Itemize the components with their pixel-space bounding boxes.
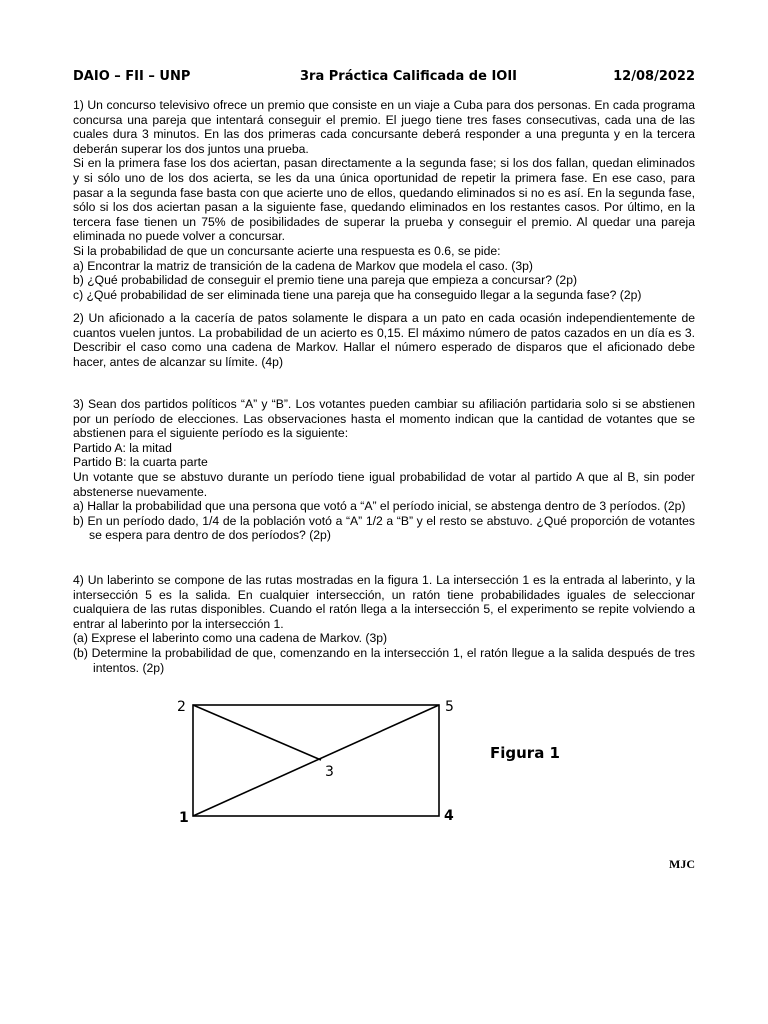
exam-page — [73, 0, 695, 1024]
question-2-text: 2) Un aficionado a la cacería de patos solamente le dispara a un pato en cada ocasión independientemente de cuantos vuelen juntos. La probabilidad de un acierto es 0,15. El máximo número de patos cazados en un día es 3. Describir el caso como una cadena de Markov. Hallar el número esperado de disparos que el aficionado debe hacer, antes de alcanzar su límite. (4p) — [73, 311, 695, 369]
question-1-part-a: a) Encontrar la matriz de transición de la cadena de Markov que modela el caso. (3p) — [73, 258, 533, 273]
question-1-part-b: b) ¿Qué probabilidad de conseguir el premio tiene una pareja que empieza a concursar? (2p) — [73, 273, 578, 288]
question-3-part-b: b) En un período dado, 1/4 de la población votó a “A” 1/2 a “B” y el resto se abstuvo. ¿Qué proporción de votantes se espera para dentro de dos períodos? (2p) — [73, 513, 695, 543]
course-label: DAIO – FII – UNP — [73, 69, 191, 84]
exam-date: 12/08/2022 — [613, 69, 695, 84]
node-5-label: 5 — [445, 699, 454, 715]
question-4 — [73, 573, 695, 675]
question-4-intro: 4) Un laberinto se compone de las rutas mostradas en la figura 1. La intersección 1 es la entrada al laberinto, y la intersección 5 es la salida. En cualquier intersección, un ratón tiene probabilidades iguales de seleccionar cualquiera de las rutas disponibles. Cuando el ratón llega a la intersección 5, el experimento se repite volviendo a entrar al laberinto por la intersección 1. — [73, 573, 695, 631]
question-3-party-a: Partido A: la mitad — [73, 440, 172, 455]
maze-diagram — [173, 690, 593, 830]
question-1 — [73, 98, 695, 302]
question-3-intro: 3) Sean dos partidos políticos “A” y “B”. Los votantes pueden cambiar su afiliación partidaria solo si se abstienen por un período de elecciones. Las observaciones hasta el momento indican que la cantidad de votantes que se abstienen para el siguiente período es la siguiente: — [73, 397, 695, 441]
node-2-label: 2 — [177, 699, 186, 715]
question-3-party-b: Partido B: la cuarta parte — [73, 455, 208, 470]
author-initials: MJC — [669, 857, 695, 871]
exam-title: 3ra Práctica Calificada de IOII — [300, 69, 518, 84]
question-4-part-b: (b) Determine la probabilidad de que, comenzando en la intersección 1, el ratón llegue a la salida después de tres intentos. (2p) — [73, 645, 695, 675]
node-4-label: 4 — [444, 808, 454, 824]
node-3-label: 3 — [325, 764, 334, 780]
route-2-3 — [193, 705, 321, 760]
question-3-part-a: a) Hallar la probabilidad que una persona que votó a “A” el período inicial, se abstenga dentro de 3 períodos. (2p) — [73, 499, 686, 514]
maze-figure — [173, 690, 593, 830]
figure-caption: Figura 1 — [490, 744, 560, 762]
question-3 — [73, 397, 695, 543]
question-1-rules: Si en la primera fase los dos aciertan, pasan directamente a la segunda fase; si los dos fallan, quedan eliminados y si sólo uno de los dos acierta, se les da una única oportunidad de repetir la primera fase. En ese caso, para pasar a la segunda fase basta con que acierte uno de ellos, quedando eliminados si no es así. En la segunda fase, sólo si los dos aciertan pasan a la siguiente fase, quedando eliminados en los restantes casos. Por último, en la tercera fase tienen un 75% de posibilidades de superar la prueba y conseguir el premio. Al quedar una pareja eliminada no puede volver a concursar. — [73, 156, 695, 244]
question-4-part-a: (a) Exprese el laberinto como una cadena de Markov. (3p) — [73, 631, 388, 646]
question-1-given: Si la probabilidad de que un concursante acierte una respuesta es 0.6, se pide: — [73, 243, 501, 258]
question-3-abstain-rule: Un votante que se abstuvo durante un período tiene igual probabilidad de votar al partido A que al B, sin poder abstenerse nuevamente. — [73, 469, 695, 499]
question-2 — [73, 311, 695, 369]
question-1-intro: 1) Un concurso televisivo ofrece un premio que consiste en un viaje a Cuba para dos personas. En cada programa concursa una pareja que intentará conseguir el premio. El juego tiene tres fases consecutivas, cada una de las cuales dura 3 minutos. En las dos primeras cada concursante deberá responder a una pregunta y en la tercera deberán superar los dos juntos una prueba. — [73, 98, 695, 156]
node-1-label: 1 — [179, 810, 189, 826]
exam-header — [73, 69, 695, 87]
question-1-part-c: c) ¿Qué probabilidad de ser eliminada tiene una pareja que ha conseguido llegar a la segunda fase? (2p) — [73, 287, 642, 302]
